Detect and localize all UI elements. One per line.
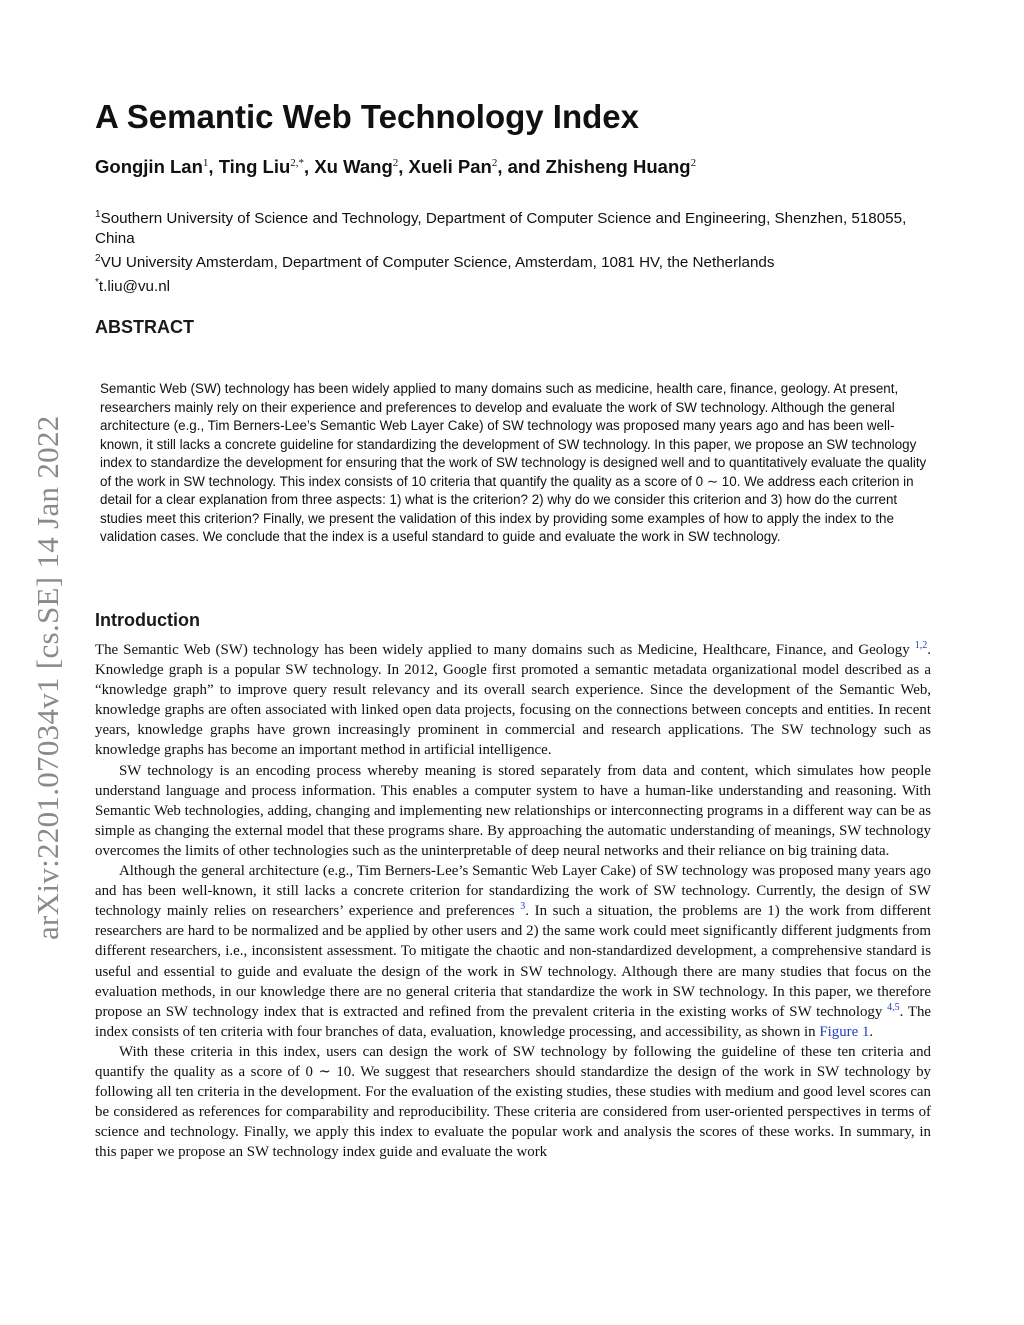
abstract-text: Semantic Web (SW) technology has been widely applied to many domains such as medicine, health care, finance, geology. At present, researchers mainly rely on their experience and preferences to develop and evaluate the work of SW technology. Although the general architecture (e.g., Tim Berners-Lee’s Semantic Web Layer Cake) of SW technology was proposed many years ago and has been well-known, it still lacks a concrete guideline for standardizing the development of SW technology. In this paper, we propose an SW technology index to standardize the development for ensuring that the work of SW technology is designed well and to quantitatively evaluate the quality of the work in SW technology. This index consists of 10 criteria that quantify the quality as a score of 0 ∼ 10. We address each criterion in detail for a clear explanation from three aspects: 1) what is the criterion? 2) why do we consider this criterion and 3) how do the current studies meet this criterion? Finally, we present the validation of this index by providing some examples of how to apply the index to the validation cases. We conclude that the index is a useful standard to guide and evaluate the work in SW technology. xyxy=(100,381,927,544)
author-name: and Zhisheng Huang xyxy=(507,156,691,177)
author-affil-mark: 1 xyxy=(202,156,209,169)
affiliation-2: $^2$VU University Amsterdam, Department of Computer Science, Amsterdam, 1081 HV, the Netherlands xyxy=(95,253,775,272)
citation-link[interactable]: 4,5 xyxy=(887,1001,900,1013)
abstract-heading: ABSTRACT xyxy=(95,317,194,337)
author-list: Gongjin Lan$^1$, Ting Liu$^{2,*}$, Xu Wang$^2$, Xueli Pan$^2$, and Zhisheng Huang$^2$ xyxy=(95,156,697,177)
author-affil-mark: 2 xyxy=(690,156,697,169)
affiliation-1: $^1$Southern University of Science and Technology, Department of Computer Science and Engineering, Shenzhen, 518055, China xyxy=(95,209,907,248)
arxiv-side-stamp: arXiv:2201.07034v1 [cs.SE] 14 Jan 2022 xyxy=(30,415,65,940)
figure-link[interactable]: Figure 1 xyxy=(819,1023,870,1040)
paragraph: SW technology is an encoding process whereby meaning is stored separately from data and content, which simulates how people understand language and process information. This enables a computer system to have a human-like understanding and reasoning. With Semantic Web technologies, adding, changing and implementing new relationships or interconnecting programs in a different way can be as simple as changing the external model that these programs share. By approaching the automatic understanding of meanings, SW technology overcomes the limits of other technologies such as the uninterpretable of deep neural networks and their reliance on big training data. xyxy=(95,762,931,859)
author-affil-mark: 2,* xyxy=(290,156,305,169)
paragraph: Although the general architecture (e.g., Tim Berners-Lee’s Semantic Web Layer Cake) of SW technology was proposed many years ago and has been well-known, it still lacks a concrete criterion for standardizing the work of SW technology. Currently, the design of SW technology mainly relies on researchers’ experience and preferences $^3$. In such a situation, the problems are 1) the work from different researchers are hard to be normalized and be applied by other users and 2) the same work could meet significantly different judgments from different researchers, i.e., inconsistent assessment. To mitigate the chaotic and non-standardized development, a comprehensive standard is useful and essential to guide and evaluate the design of the work in SW technology. Although there are many studies that focus on the evaluation methods, in our knowledge there are no general criteria that standardize the work in SW technology. In this paper, we therefore propose an SW technology index that is extracted and refined from the prevalent criteria in the existing works of SW technology $^{4,5}$. The index consists of ten criteria with four branches of data, evaluation, knowledge processing, and accessibility, as shown in Figure 1. xyxy=(95,863,931,1040)
author-name: Xu Wang xyxy=(314,156,393,177)
author-name: Ting Liu xyxy=(218,156,291,177)
author-affil-mark: 2 xyxy=(392,156,399,169)
paper-title: A Semantic Web Technology Index xyxy=(95,98,639,135)
paragraph: With these criteria in this index, users can design the work of SW technology by following the guideline of these ten criteria and quantify the quality as a score of 0 ∼ 10. We suggest that researchers should standardize the design of the work in SW technology by following all ten criteria in the development. For the evaluation of the existing studies, these studies with medium and good level scores can be considered as references for comparability and reproducibility. These criteria are considered from user-oriented perspectives in terms of science and technology. Finally, we apply this index to evaluate the popular work and analysis the scores of these works. In summary, in this paper we propose an SW technology index guide and evaluate the work xyxy=(95,1043,931,1161)
affiliations xyxy=(95,205,935,297)
citation-link[interactable]: 3 xyxy=(520,901,526,913)
author-affil-mark: 2 xyxy=(491,156,498,169)
paragraph: The Semantic Web (SW) technology has been widely applied to many domains such as Medicine, Healthcare, Finance, and Geology $^{1,2}$. Knowledge graph is a popular SW technology. In 2012, Google first promoted a semantic metadata organizational model described as a “knowledge graph” to improve query result relevancy and its overall search experience. Since the development of the Semantic Web, knowledge graphs are often associated with linked open data projects, focusing on the connections between concepts and entities. In recent years, knowledge graphs have grown increasingly prominent in commercial and research applications. The SW technology such as knowledge graphs has become an important method in artificial intelligence. xyxy=(95,640,931,759)
corresponding-email: *t.liu@vu.nl xyxy=(95,277,171,296)
author-name: Xueli Pan xyxy=(408,156,492,177)
citation-link[interactable]: 1,2 xyxy=(914,640,928,652)
author-name: Gongjin Lan xyxy=(95,156,203,177)
introduction-body xyxy=(95,640,931,1162)
introduction-heading: Introduction xyxy=(95,610,200,630)
